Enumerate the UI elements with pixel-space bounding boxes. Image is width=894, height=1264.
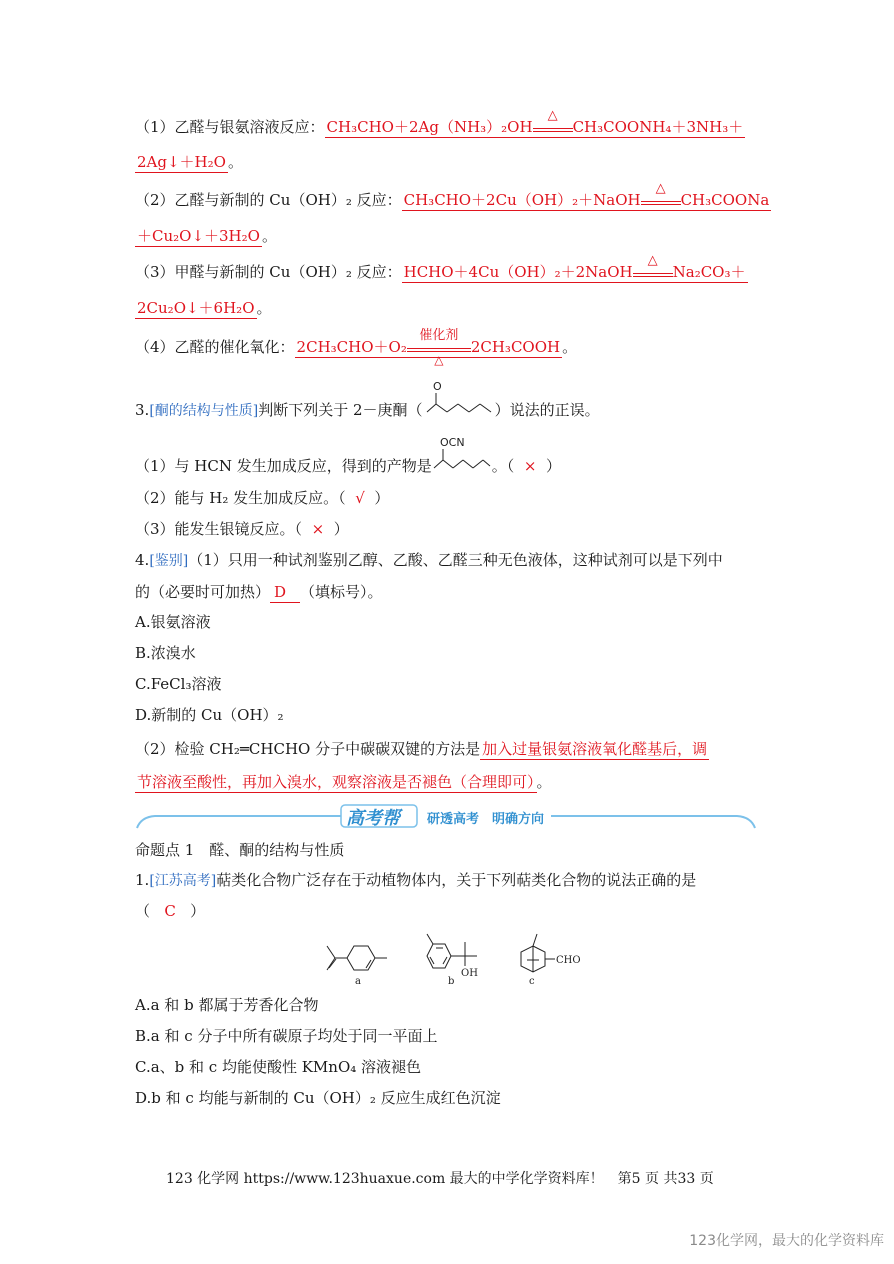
item-2-answer-cont: ＋Cu₂O↓＋3H₂O	[137, 227, 260, 245]
proposition-point-label: 命题点 1 醛、酮的结构与性质	[135, 841, 345, 859]
answer-mark-1: ×	[523, 457, 537, 475]
svg-text:O: O	[432, 380, 442, 393]
item-1-answer-cont: 2Ag↓＋H₂O	[137, 153, 226, 171]
q2-item-2-cont: ＋Cu₂O↓＋3H₂O 。	[137, 227, 277, 245]
item-4-prompt: （4）乙醛的催化氧化：	[135, 338, 295, 356]
option-b: B.浓溴水	[135, 644, 196, 662]
option-c: C.FeCl₃溶液	[135, 675, 222, 693]
question-4-stem: 4.[鉴别]（1）只用一种试剂鉴别乙醇、乙酸、乙醛三种无色液体，这种试剂可以是下列中	[135, 551, 723, 569]
item-4-answer: 2CH₃CHO＋O₂ 催化剂 △ 2CH₃COOH	[296, 328, 561, 367]
catalyst-condition: 催化剂 △	[407, 338, 471, 358]
svg-text:OH: OH	[461, 968, 478, 979]
q2-item-3-cont: 2Cu₂O↓＋6H₂O 。	[137, 299, 272, 317]
question-3-part-3: （3）能发生银镜反应。（ × ）	[135, 520, 349, 538]
answer-mark-3: ×	[311, 520, 325, 538]
gaokaobang-banner	[135, 800, 757, 834]
question-4-part-2-cont: 节溶液至酸性，再加入溴水，观察溶液是否褪色（合理即可） 。	[137, 773, 552, 791]
terpene-structures	[315, 926, 595, 992]
answer-mark-2: √	[355, 489, 365, 507]
compound-c	[521, 934, 581, 987]
q2-item-2	[135, 181, 771, 211]
heat-condition: △	[533, 118, 573, 138]
banner-subtitle: 研透高考 明确方向	[427, 812, 545, 827]
item-2-answer: CH₃CHO＋2Cu（OH）₂＋NaOH △ CH₃COONa	[403, 181, 770, 209]
heat-condition: △	[633, 263, 673, 283]
compound-b	[427, 934, 478, 987]
watermark: 123化学网，最大的化学资料库	[689, 1233, 884, 1249]
question-4-tag: [鉴别]	[149, 553, 189, 569]
item-3-prompt: （3）甲醛与新制的 Cu（OH）₂ 反应：	[135, 263, 402, 281]
question-3-part-2: （2）能与 H₂ 发生加成反应。（ √ ）	[135, 489, 390, 507]
exam-option-c: C.a、b 和 c 均能使酸性 KMnO₄ 溶液褪色	[135, 1058, 422, 1076]
exam-question-tag: [江苏高考]	[149, 873, 217, 889]
q2-item-1	[135, 108, 745, 138]
cyanohydrin-structure	[432, 436, 492, 476]
item-1-prompt: （1）乙醛与银氨溶液反应：	[135, 118, 325, 136]
option-a: A.银氨溶液	[135, 613, 211, 631]
svg-text:CHO: CHO	[556, 955, 581, 966]
q2-item-3	[135, 253, 748, 283]
item-3-answer-cont: 2Cu₂O↓＋6H₂O	[137, 299, 255, 317]
question-4-part-2: （2）检验 CH₂═CHCHO 分子中碳碳双键的方法是 加入过量银氨溶液氧化醛基后，调	[135, 740, 708, 758]
svg-text:c: c	[529, 976, 535, 987]
q2-item-1-cont: 2Ag↓＋H₂O 。	[137, 153, 243, 171]
heptanone-structure	[423, 380, 495, 420]
svg-text:b: b	[448, 976, 455, 987]
question-4-answer: D	[270, 583, 300, 603]
exam-question-stem: 1.[江苏高考]萜类化合物广泛存在于动植物体内，关于下列萜类化合物的说法正确的是	[135, 871, 697, 889]
svg-text:OCN: OCN	[439, 436, 465, 449]
item-2-prompt: （2）乙醛与新制的 Cu（OH）₂ 反应：	[135, 191, 402, 209]
page-footer: 123 化学网 https://www.123huaxue.com 最大的中学化学资料库！ 第5 页 共33 页	[166, 1171, 714, 1187]
exam-option-d: D.b 和 c 均能与新制的 Cu（OH）₂ 反应生成红色沉淀	[135, 1089, 501, 1107]
exam-option-a: A.a 和 b 都属于芳香化合物	[135, 996, 319, 1014]
question-3-part-1: （1）与 HCN 发生加成反应，得到的产物是 OCN 。（ × ）	[135, 436, 561, 475]
exam-question-answer: C	[164, 902, 176, 920]
option-d: D.新制的 Cu（OH）₂	[135, 706, 284, 724]
question-3-tag: [酮的结构与性质]	[149, 403, 259, 419]
exam-question-paren: （ C ）	[135, 902, 206, 920]
question-4-part-2-answer: 加入过量银氨溶液氧化醛基后，调	[482, 740, 708, 758]
item-1-answer: CH₃CHO＋2Ag（NH₃）₂OH △ CH₃COONH₄＋3NH₃＋	[326, 108, 744, 136]
banner-title: 高考帮	[346, 808, 400, 829]
question-4-stem-cont: 的（必要时可加热） D （填标号）。	[135, 583, 383, 601]
exam-option-b: B.a 和 c 分子中所有碳原子均处于同一平面上	[135, 1027, 438, 1045]
item-3-answer: HCHO＋4Cu（OH）₂＋2NaOH △ Na₂CO₃＋	[403, 253, 746, 281]
heat-condition: △	[641, 191, 681, 211]
q2-item-4: （4）乙醛的催化氧化： 2CH₃CHO＋O₂ 催化剂 △ 2CH₃COOH 。	[135, 328, 578, 367]
question-4-part-2-answer-cont: 节溶液至酸性，再加入溴水，观察溶液是否褪色（合理即可）	[137, 773, 535, 791]
question-3-stem: 3.[酮的结构与性质]判断下列关于 2－庚酮（ O ）说法的正误。	[135, 380, 600, 419]
compound-a	[327, 946, 387, 987]
svg-text:a: a	[355, 976, 361, 987]
